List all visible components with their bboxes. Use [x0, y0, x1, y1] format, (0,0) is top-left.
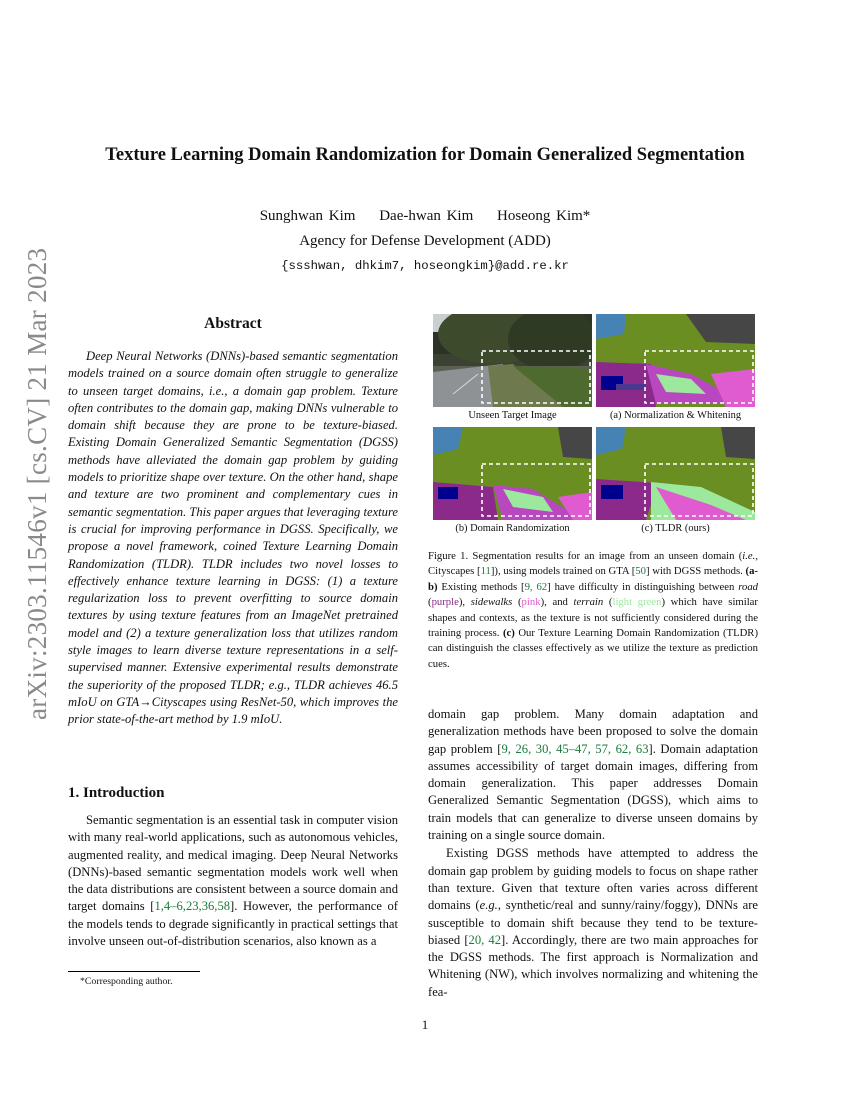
citation-link[interactable]: 20, 42: [468, 932, 502, 947]
abstract-text: Deep Neural Networks (DNNs)-based semantic segmentation models trained on a source domain often struggle to generalize to unseen target domains, i.e., a domain gap problem. Texture often contributes to the domain gap, making DNNs vulnerable to domain shift because they are prone to be texture-biased. Existing Domain Generalized Semantic Segmentation (DGSS) methods have alleviated the domain gap problem by guiding models to prioritize shape over texture. On the other hand, shape and texture are two prominent and complementary cues in semantic segmentation. This paper argues that leveraging texture is crucial for improving performance in DGSS. Specifically, we propose a novel framework, coined Texture Learning Domain Randomization (TLDR). TLDR includes two novel losses to effectively enhance texture learning in DGSS: (1) a texture regularization loss to prevent overfitting to source domain textures by using texture features from an ImageNet pretrained model and (2) a texture generalization loss that utilizes random style images to learn diverse texture representations in a self-supervised manner. Extensive experimental results demonstrate the superiority of the proposed TLDR; e.g., TLDR achieves 46.5 mIoU on GTA→Cityscapes using ResNet-50, which improves the prior state-of-the-art method by 1.9 mIoU.: [68, 349, 398, 727]
citation-link[interactable]: 1,4–6,23,36,58: [154, 899, 231, 914]
figure-caption: Figure 1. Segmentation results for an image from an unseen domain (i.e., Cityscapes [11]), using models trained on GTA [50] with DGSS methods. (a-b) Existing methods [9, 62] have difficulty in distinguishing between road (purple), sidewalks (pink), and terrain (light green) which have similar shapes and contexts, as the texture is not sufficiently considered during the training process. (c) Our Texture Learning Domain Randomization (TLDR) can distinguish the classes effectively as we utilize the texture as prediction cues.: [428, 550, 759, 670]
figure-1: [433, 314, 755, 534]
author-list: [60, 208, 790, 225]
abstract-heading: Abstract: [204, 315, 262, 332]
affiliation: Agency for Defense Development (ADD): [299, 233, 551, 249]
arxiv-stamp: arXiv:2303.11546v1 [cs.CV] 21 Mar 2023: [22, 247, 52, 720]
footnote-rule: [68, 971, 200, 972]
body-paragraph: Existing DGSS methods have attempted to address the domain gap problem by guiding models to focus on shape rather than texture. Given that texture often varies across different domains (e.g., synthetic/real and sunny/rainy/foggy), DNNs are susceptible to domain shift because they tend to be texture-biased [20, 42]. Accordingly, there are two main approaches for the DGSS methods. The first approach is Normalization and Whitening (NW), which involves normalizing and whitening the fea-: [428, 846, 758, 999]
paper-title: Texture Learning Domain Randomization for Domain Generalized Segmentation: [105, 145, 745, 165]
citation-link[interactable]: 9, 26, 30, 45–47, 57, 62, 63: [501, 741, 649, 756]
footnote: *Corresponding author.: [80, 976, 173, 987]
right-column-body: [428, 706, 758, 1001]
target-image-panel: [433, 314, 592, 407]
seg-panel-dr: [433, 427, 592, 520]
seg-panel-tldr: [596, 427, 755, 520]
intro-paragraph: Semantic segmentation is an essential task in computer vision with many real-world applications, such as autonomous vehicles, augmented reality, and medical imaging. Deep Neural Networks (DNNs)-based semantic segmentation models work well when the data distributions are consistent between a source domain and target domains [1,4–6,23,36,58]. However, the performance of the models tends to degrade significantly in practical settings that involve unseen out-of-distribution scenarios, also known as a: [68, 813, 398, 949]
seg-panel-nw: [596, 314, 755, 407]
intro-heading: 1. Introduction: [68, 785, 165, 801]
author-name: Hoseong Kim*: [497, 208, 591, 224]
author-name: Sunghwan Kim: [259, 208, 356, 224]
figure-label: Unseen Target Image: [468, 410, 557, 421]
author-name: Dae-hwan Kim: [379, 208, 474, 224]
body-paragraph: domain gap problem. Many domain adaptation and generalization methods have been proposed to solve the domain gap problem [9, 26, 30, 45–47, 57, 62, 63]. Domain adaptation assumes accessibility of target domain images, differing from domain generalization. This paper addresses Domain Generalized Semantic Segmentation (DGSS), which aims to train models that can generalize to diverse unseen domains by training on a single source domain.: [428, 707, 758, 843]
author-emails: {ssshwan, dhkim7, hoseongkim}@add.re.kr: [281, 259, 569, 273]
figure-label: (b) Domain Randomization: [455, 523, 570, 534]
figure-label: (a) Normalization & Whitening: [609, 410, 742, 421]
page-number: 1: [421, 1017, 429, 1032]
citation-link[interactable]: 9, 62: [524, 580, 548, 593]
figure-label: (c) TLDR (ours): [641, 523, 710, 534]
citation-link[interactable]: 50: [635, 565, 646, 578]
citation-link[interactable]: 11: [480, 565, 491, 578]
